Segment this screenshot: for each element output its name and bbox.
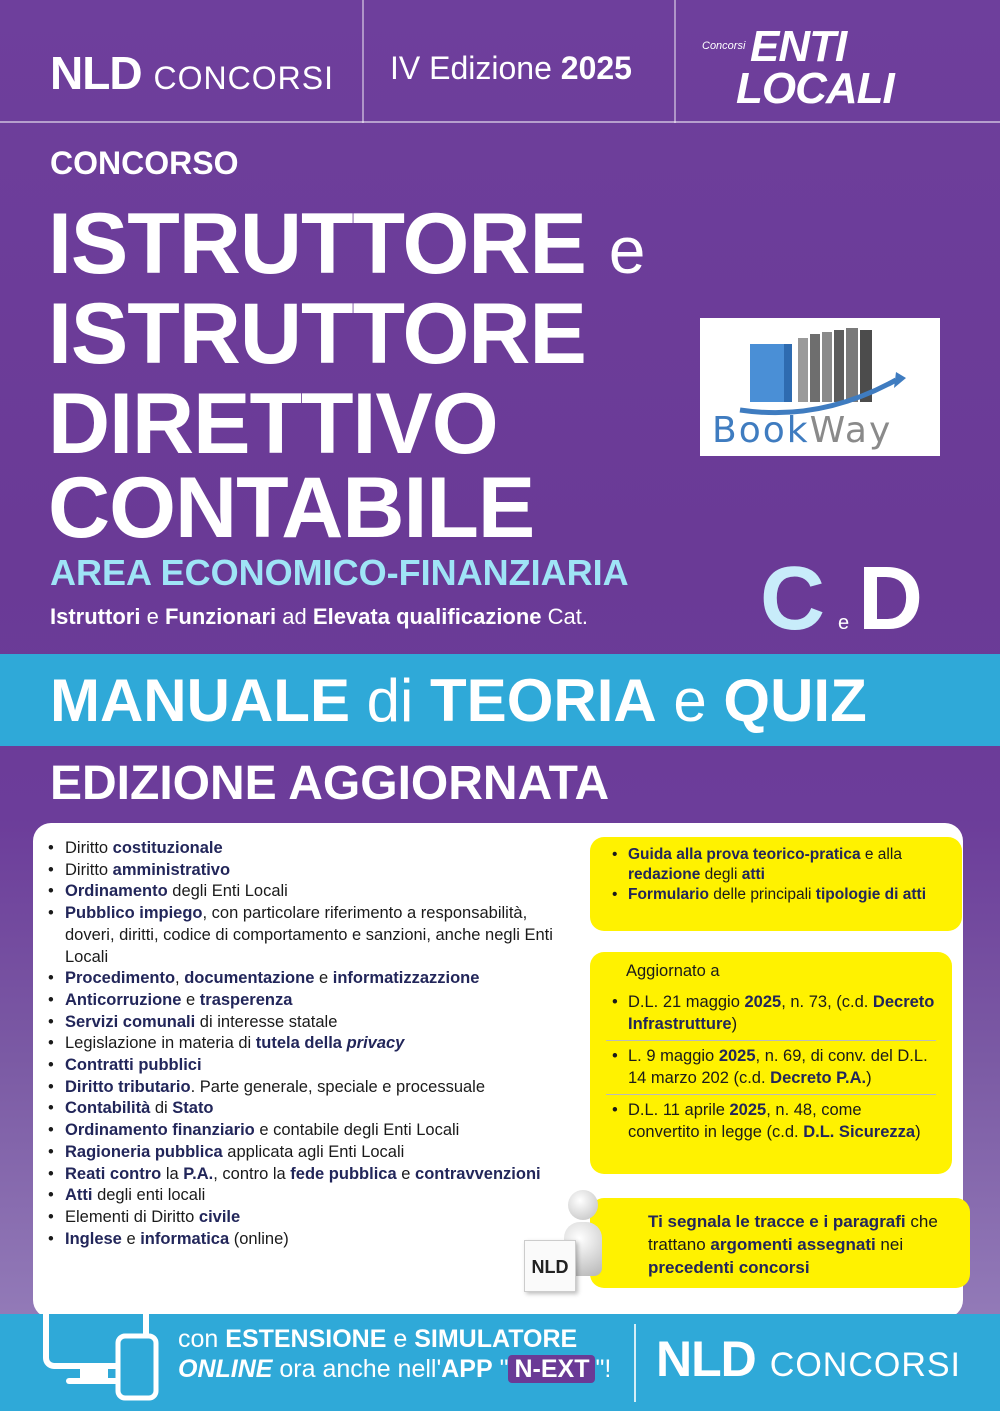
topic-item: • Contabilità di Stato bbox=[45, 1098, 565, 1120]
extras-item: • Guida alla prova teorico-pratica e alla redazione degli atti bbox=[606, 845, 946, 885]
category-e: e bbox=[838, 612, 850, 634]
band-di: di bbox=[366, 667, 414, 734]
edition-prefix: IV Edizione bbox=[390, 50, 552, 86]
edizione-aggiornata: EDIZIONE AGGIORNATA bbox=[50, 757, 610, 810]
extras-box bbox=[590, 837, 962, 931]
category-subtitle bbox=[50, 604, 588, 630]
sub-istruttori: Istruttori bbox=[50, 604, 141, 629]
topic-item: • Atti degli enti locali bbox=[45, 1185, 565, 1207]
brand-concorsi: CONCORSI bbox=[153, 60, 334, 96]
title-line1-text: ISTRUTTORE bbox=[48, 196, 586, 292]
tracce-b1: Ti segnala le tracce e i paragrafi bbox=[648, 1212, 906, 1231]
nld-concorsi-logo-bottom bbox=[656, 1330, 961, 1388]
updates-heading: Aggiornato a bbox=[626, 962, 720, 980]
sub-funzionari: Funzionari bbox=[164, 604, 277, 629]
topic-item: • Reati contro la P.A., contro la fede pubblica e contravvenzioni bbox=[45, 1164, 565, 1186]
title-line1-conj: e bbox=[608, 213, 645, 287]
next-app-badge: N-EXT bbox=[508, 1355, 595, 1383]
extras-item: • Formulario delle principali tipologie di atti bbox=[606, 885, 946, 905]
bookway-book: Book bbox=[712, 410, 810, 451]
title-line4: CONTABILE bbox=[48, 460, 535, 556]
bottom-divider bbox=[634, 1324, 636, 1402]
sub-cat: Cat. bbox=[547, 604, 589, 629]
enti-line2: LOCALI bbox=[736, 64, 894, 113]
update-item: • D.L. 21 maggio 2025, n. 73, (c.d. Decreto Infrastrutture) bbox=[606, 987, 936, 1041]
manuale-band bbox=[0, 654, 1000, 746]
area-subtitle: AREA ECONOMICO-FINANZIARIA bbox=[50, 552, 629, 593]
header-divider bbox=[674, 0, 676, 123]
title-line3: DIRETTIVO bbox=[48, 376, 498, 472]
topic-item: • Pubblico impiego, con particolare riferimento a responsabilità, doveri, diritti, codice di comportamento e sanzioni, anche negli Enti Locali bbox=[45, 903, 565, 968]
band-e: e bbox=[673, 667, 707, 734]
updates-box bbox=[590, 952, 952, 1174]
topic-item: • Inglese e informatica (online) bbox=[45, 1229, 565, 1251]
enti-locali-logo bbox=[702, 22, 892, 112]
edition-label bbox=[390, 50, 632, 87]
sub-elevata: Elevata qualificazione bbox=[312, 604, 542, 629]
topic-item: • Diritto amministrativo bbox=[45, 860, 565, 882]
computer-phone-icon bbox=[40, 1292, 164, 1402]
tracce-b3: precedenti concorsi bbox=[648, 1258, 810, 1277]
topics-list bbox=[45, 838, 565, 1250]
brand-nld-bottom: NLD bbox=[656, 1331, 756, 1387]
category-c: C bbox=[760, 549, 825, 649]
mascot-figure-icon bbox=[520, 1190, 620, 1300]
header-divider bbox=[362, 0, 364, 123]
mascot-head bbox=[568, 1190, 598, 1220]
band-manuale: MANUALE bbox=[50, 667, 350, 734]
nld-concorsi-logo bbox=[50, 46, 334, 100]
topic-item: • Legislazione in materia di tutela della privacy bbox=[45, 1033, 565, 1055]
bookway-way: Way bbox=[809, 410, 893, 451]
update-item: • D.L. 11 aprile 2025, n. 48, come convertito in legge (c.d. D.L. Sicurezza) bbox=[606, 1095, 936, 1148]
bookway-logo-icon bbox=[700, 318, 940, 418]
sub-ad: ad bbox=[282, 604, 307, 629]
sub-e: e bbox=[146, 604, 159, 629]
topic-item: • Servizi comunali di interesse statale bbox=[45, 1012, 565, 1034]
brand-concorsi-bottom: CONCORSI bbox=[769, 1346, 961, 1384]
tracce-b2: argomenti assegnati bbox=[710, 1235, 876, 1254]
band-teoria: TEORIA bbox=[430, 667, 657, 734]
topic-item: • Ordinamento finanziario e contabile degli Enti Locali bbox=[45, 1120, 565, 1142]
mascot-sign: NLD bbox=[524, 1240, 576, 1292]
title-line1 bbox=[48, 198, 645, 296]
enti-small: Concorsi bbox=[702, 40, 746, 52]
topic-item: • Procedimento, documentazione e informatizzazzione bbox=[45, 968, 565, 990]
manuale-label bbox=[50, 666, 867, 735]
concorso-label: CONCORSO bbox=[50, 145, 239, 181]
bookway-watermark bbox=[700, 318, 940, 456]
topic-item: • Diritto costituzionale bbox=[45, 838, 565, 860]
brand-nld: NLD bbox=[50, 47, 142, 99]
bottom-bar bbox=[0, 1314, 1000, 1411]
topic-item: • Anticorruzione e trasperenza bbox=[45, 990, 565, 1012]
topic-item: • Elementi di Diritto civile bbox=[45, 1207, 565, 1229]
tracce-box: Ti segnala le tracce e i paragrafi che trattano argomenti assegnati nei precedenti concorsi bbox=[590, 1198, 970, 1288]
topic-item: • Contratti pubblici bbox=[45, 1055, 565, 1077]
update-item: • L. 9 maggio 2025, n. 69, di conv. del D.L. 14 marzo 202 (c.d. Decreto P.A.) bbox=[606, 1041, 936, 1095]
cover-header bbox=[0, 0, 1000, 123]
title-line2: ISTRUTTORE bbox=[48, 286, 586, 382]
bookway-text bbox=[712, 410, 892, 451]
enti-line1: ENTI bbox=[750, 22, 847, 71]
band-quiz: QUIZ bbox=[723, 667, 867, 734]
topic-item: • Ordinamento degli Enti Locali bbox=[45, 881, 565, 903]
category-d: D bbox=[858, 549, 923, 649]
online-extension-text: con ESTENSIONE e SIMULATORE ONLINE ora anche nell'APP " N-EXT "! bbox=[178, 1325, 612, 1383]
edition-year: 2025 bbox=[560, 50, 632, 86]
topic-item: • Ragioneria pubblica applicata agli Enti Locali bbox=[45, 1142, 565, 1164]
topic-item: • Diritto tributario. Parte generale, speciale e processuale bbox=[45, 1077, 565, 1099]
